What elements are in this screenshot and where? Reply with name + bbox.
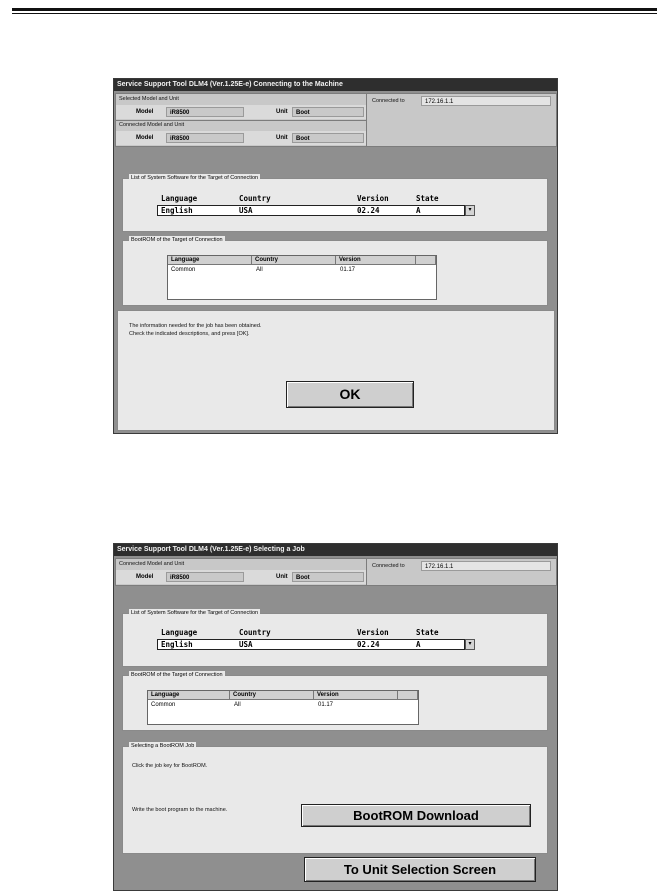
col-header-version: Version (357, 628, 389, 637)
unit-value: Boot (292, 107, 364, 117)
col-header-state: State (416, 628, 439, 637)
bootrom-legend: BootROM of the Target of Connection (131, 237, 223, 243)
bootrom-header-blank (416, 256, 436, 265)
connected-model-pane (115, 558, 367, 586)
col-header-language: Language (161, 628, 198, 637)
job-description: Write the boot program to the machine. (132, 807, 228, 813)
bootrom-language: Common (151, 702, 176, 708)
unit-value: Boot (292, 572, 364, 582)
bootrom-legend: BootROM of the Target of Connection (131, 672, 223, 678)
message-panel (117, 310, 555, 431)
system-software-legend: List of System Software for the Target of Connection (131, 175, 259, 181)
connected-to-pane (366, 93, 557, 147)
software-version: 02.24 (357, 640, 380, 649)
model-label: Model (136, 109, 154, 115)
bootrom-list[interactable] (147, 690, 419, 725)
bootrom-header-country[interactable]: Country (252, 256, 336, 265)
header-rule-thin (12, 13, 657, 14)
bootrom-job-group (122, 743, 548, 854)
header-rule-thick (12, 8, 657, 11)
unit-label: Unit (276, 135, 288, 141)
ok-button[interactable]: OK (286, 381, 414, 408)
model-label: Model (136, 135, 154, 141)
unit-label: Unit (276, 574, 288, 580)
screen-selecting-job-window (113, 543, 558, 891)
software-country: USA (239, 206, 253, 215)
col-header-version: Version (357, 194, 389, 203)
system-software-legend: List of System Software for the Target of Connection (131, 610, 259, 616)
software-state: A (416, 206, 421, 215)
connected-model-pane (115, 120, 367, 147)
message-line-2: Check the indicated descriptions, and press [OK]. (129, 331, 250, 337)
bootrom-group (122, 672, 548, 731)
col-header-country: Country (239, 194, 271, 203)
bootrom-header-version[interactable]: Version (314, 691, 398, 700)
connected-to-label: Connected to (372, 98, 405, 104)
model-label: Model (136, 574, 154, 580)
bootrom-header-language[interactable]: Language (148, 691, 230, 700)
bootrom-version: 01.17 (318, 702, 334, 708)
bootrom-download-button[interactable]: BootROM Download (301, 804, 531, 827)
bootrom-country: All (234, 702, 241, 708)
col-header-language: Language (161, 194, 198, 203)
connected-to-label: Connected to (372, 563, 405, 569)
software-language: English (161, 640, 193, 649)
software-version: 02.24 (357, 206, 380, 215)
window-title-bar: Service Support Tool DLM4 (Ver.1.25E-e) Connecting to the Machine (114, 79, 557, 91)
system-software-group (122, 175, 548, 232)
bootrom-header-version[interactable]: Version (336, 256, 416, 265)
screen-connecting-window (113, 78, 558, 434)
software-language: English (161, 206, 193, 215)
bootrom-language: Common (171, 267, 196, 273)
chevron-down-icon[interactable]: ▾ (465, 639, 475, 650)
connected-model-caption: Connected Model and Unit (119, 561, 185, 567)
software-country: USA (239, 640, 253, 649)
bootrom-country: All (256, 267, 263, 273)
bootrom-header-country[interactable]: Country (230, 691, 314, 700)
bootrom-header-language[interactable]: Language (168, 256, 252, 265)
job-instruction: Click the job key for BootROM. (132, 763, 208, 769)
bootrom-header-blank (398, 691, 418, 700)
connected-to-pane (366, 558, 557, 586)
unit-value: Boot (292, 133, 364, 143)
selected-model-pane (115, 93, 367, 121)
connected-to-ip: 172.16.1.1 (421, 561, 551, 571)
selected-model-caption: Selected Model and Unit (119, 96, 179, 102)
software-select-row[interactable] (157, 205, 465, 216)
bootrom-list[interactable] (167, 255, 437, 300)
model-value: iR8500 (166, 572, 244, 582)
software-select-row[interactable] (157, 639, 465, 650)
bootrom-version: 01.17 (340, 267, 356, 273)
col-header-country: Country (239, 628, 271, 637)
to-unit-selection-button[interactable]: To Unit Selection Screen (304, 857, 536, 882)
bootrom-group (122, 237, 548, 306)
system-software-group (122, 610, 548, 667)
model-value: iR8500 (166, 107, 244, 117)
col-header-state: State (416, 194, 439, 203)
unit-label: Unit (276, 109, 288, 115)
connected-model-caption: Connected Model and Unit (119, 122, 185, 128)
connected-to-ip: 172.16.1.1 (421, 96, 551, 106)
window-title-bar: Service Support Tool DLM4 (Ver.1.25E-e) Selecting a Job (114, 544, 557, 556)
software-state: A (416, 640, 421, 649)
message-line-1: The information needed for the job has been obtained. (129, 323, 262, 329)
bootrom-job-legend: Selecting a BootROM Job (131, 743, 195, 749)
model-value: iR8500 (166, 133, 244, 143)
chevron-down-icon[interactable]: ▾ (465, 205, 475, 216)
